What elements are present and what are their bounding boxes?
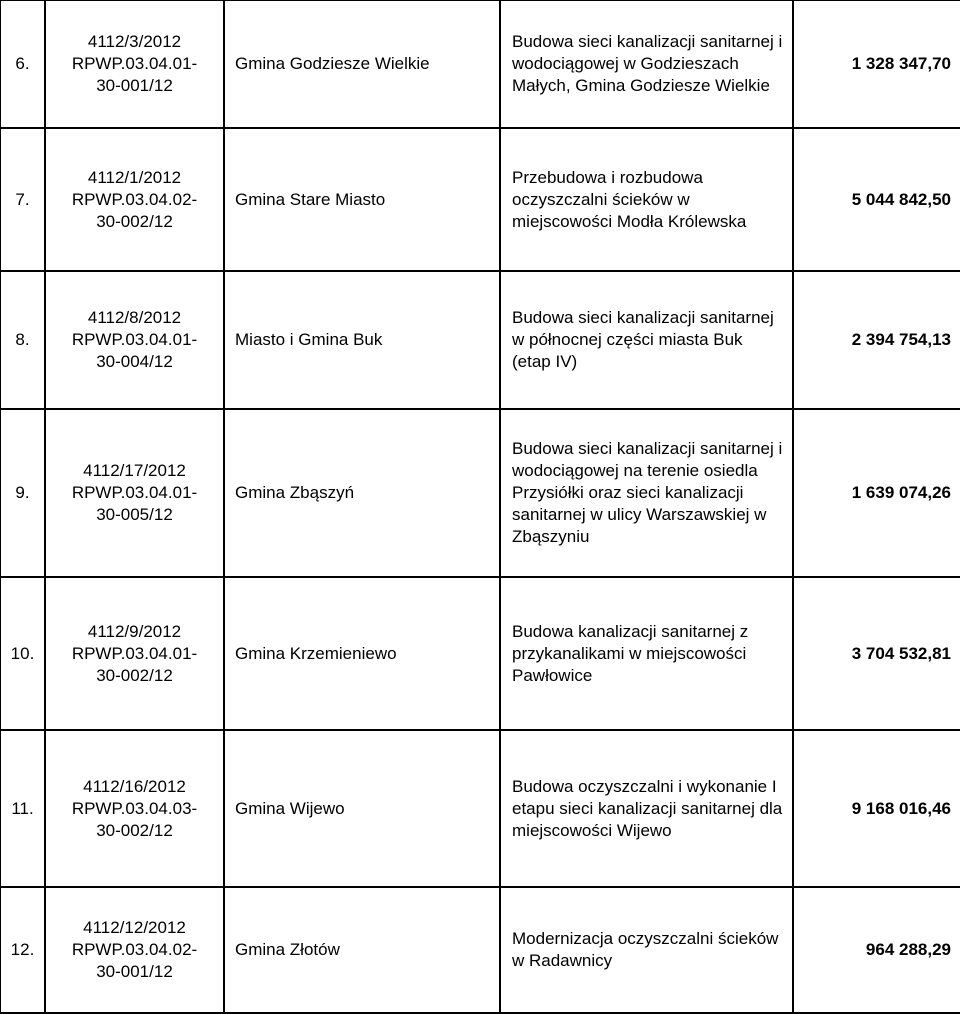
funding-amount: 964 288,29 — [793, 887, 960, 1013]
funding-amount: 9 168 016,46 — [793, 730, 960, 887]
contract-number-line: 30-005/12 — [96, 505, 173, 524]
contract-number-line: 30-002/12 — [96, 211, 173, 231]
beneficiary: Gmina Złotów — [224, 887, 500, 1013]
contract-number-line: RPWP.03.04.03- — [71, 798, 198, 818]
project-title: Przebudowa i rozbudowa oczyszczalni ścieków w miejscowości Modła Królewska — [500, 128, 793, 271]
contract-number-line: RPWP.03.04.02- — [71, 189, 198, 209]
contract-number-line: 30-004/12 — [96, 352, 173, 371]
row-number: 8. — [0, 271, 45, 409]
table-row — [0, 409, 960, 577]
project-title: Budowa sieci kanalizacji sanitarnej i wodociągowej na terenie osiedla Przysiółki oraz sieci kanalizacji sanitarnej w ulicy Warszawskiej w Zbąszyniu — [500, 409, 793, 577]
contract-number — [45, 128, 224, 271]
contract-number-line: 30-001/12 — [96, 962, 173, 981]
beneficiary: Gmina Godziesze Wielkie — [224, 0, 500, 128]
contract-number-line: 4112/12/2012 — [83, 918, 186, 937]
funding-amount: 1 639 074,26 — [793, 409, 960, 577]
project-title: Modernizacja oczyszczalni ścieków w Radawnicy — [500, 887, 793, 1013]
contract-number — [45, 409, 224, 577]
project-title: Budowa oczyszczalni i wykonanie I etapu sieci kanalizacji sanitarnej dla miejscowości Wijewo — [500, 730, 793, 887]
contract-number-line: 30-002/12 — [96, 665, 173, 685]
row-number: 7. — [0, 128, 45, 271]
contract-number-line: 4112/8/2012 — [87, 308, 182, 327]
funding-amount: 2 394 754,13 — [793, 271, 960, 409]
contract-number-line: RPWP.03.04.01- — [71, 643, 198, 663]
contract-number — [45, 271, 224, 409]
project-title: Budowa sieci kanalizacji sanitarnej w północnej części miasta Buk (etap IV) — [500, 271, 793, 409]
contract-number — [45, 577, 224, 730]
project-title: Budowa sieci kanalizacji sanitarnej i wodociągowej w Godzieszach Małych, Gmina Godziesze Wielkie — [500, 0, 793, 128]
contract-number-line: RPWP.03.04.01- — [71, 330, 198, 349]
contract-number — [45, 730, 224, 887]
project-title: Budowa kanalizacji sanitarnej z przykanalikami w miejscowości Pawłowice — [500, 577, 793, 730]
table-row — [0, 0, 960, 128]
funding-amount: 3 704 532,81 — [793, 577, 960, 730]
table-row — [0, 128, 960, 271]
beneficiary: Gmina Krzemieniewo — [224, 577, 500, 730]
row-number: 11. — [0, 730, 45, 887]
funding-amount: 5 044 842,50 — [793, 128, 960, 271]
beneficiary: Gmina Zbąszyń — [224, 409, 500, 577]
contract-number-line: 4112/1/2012 — [87, 167, 182, 187]
contract-number — [45, 0, 224, 128]
funding-amount: 1 328 347,70 — [793, 0, 960, 128]
contract-number-line: RPWP.03.04.02- — [71, 940, 198, 959]
row-number: 12. — [0, 887, 45, 1013]
contract-number-line: 4112/17/2012 — [83, 461, 186, 480]
row-number: 10. — [0, 577, 45, 730]
contract-number-line: 30-001/12 — [96, 76, 173, 95]
contract-number-line: RPWP.03.04.01- — [71, 483, 198, 502]
table-row — [0, 577, 960, 730]
contract-number-line: 4112/16/2012 — [83, 776, 186, 796]
row-number: 6. — [0, 0, 45, 128]
table-row — [0, 887, 960, 1013]
contract-number-line: 30-002/12 — [96, 820, 173, 840]
contract-number-line: 4112/9/2012 — [87, 621, 182, 641]
beneficiary: Gmina Stare Miasto — [224, 128, 500, 271]
contract-number-line: 4112/3/2012 — [87, 32, 182, 51]
contract-number — [45, 887, 224, 1013]
row-number: 9. — [0, 409, 45, 577]
beneficiary: Gmina Wijewo — [224, 730, 500, 887]
beneficiary: Miasto i Gmina Buk — [224, 271, 500, 409]
table-row — [0, 271, 960, 409]
table-row — [0, 730, 960, 887]
contract-number-line: RPWP.03.04.01- — [71, 54, 198, 73]
